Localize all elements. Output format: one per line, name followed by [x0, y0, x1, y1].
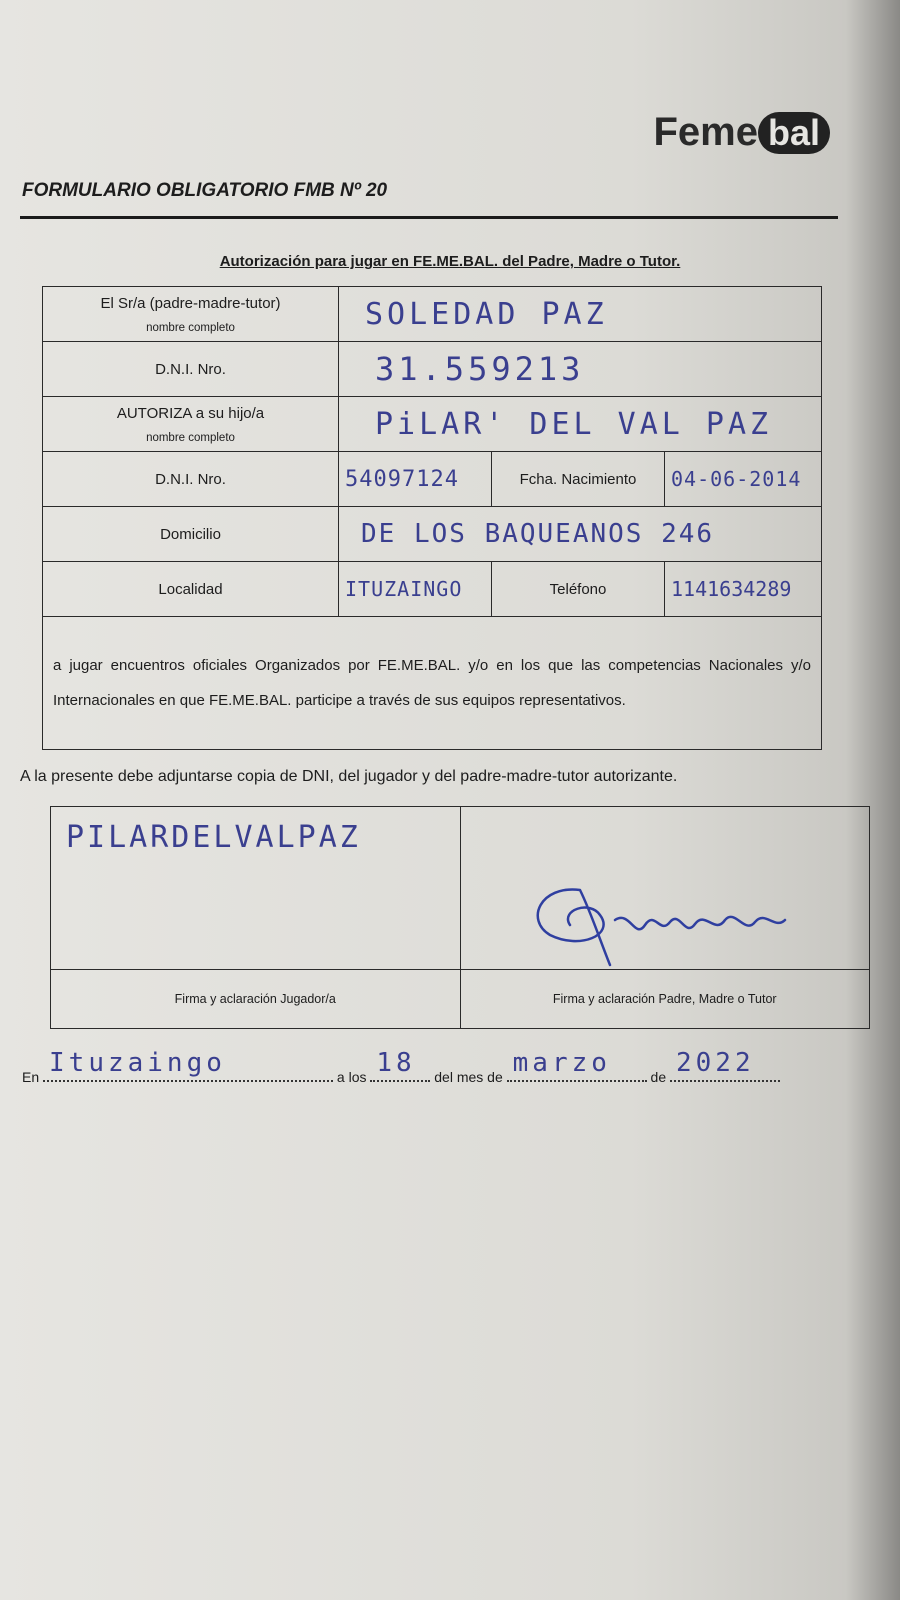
footer-a-los-label: a los	[336, 1069, 367, 1085]
child-dni-field[interactable]: 54097124	[339, 452, 492, 507]
place-field[interactable]: Ituzaingo	[43, 1066, 333, 1082]
authorization-text: a jugar encuentros oficiales Organizados por FE.ME.BAL. y/o en los que las competencias Nacionales y/o Internacionales en que FE.ME.BAL. participe a través de sus equipos representativos.	[43, 617, 822, 750]
player-signature-caption: Firma y aclaración Jugador/a	[51, 970, 461, 1029]
birth-date-field[interactable]: 04-06-2014	[665, 452, 822, 507]
parent-dni-label: D.N.I. Nro.	[43, 342, 339, 397]
footer-en-label: En	[22, 1069, 40, 1085]
form-subtitle: Autorización para jugar en FE.ME.BAL. del Padre, Madre o Tutor.	[219, 253, 681, 270]
footer-month-label: del mes de	[434, 1069, 503, 1085]
address-label: Domicilio	[43, 507, 339, 562]
parent-dni-field[interactable]: 31.559213	[339, 342, 822, 397]
year-field[interactable]: 2022	[670, 1066, 780, 1082]
day-field[interactable]: 18	[370, 1066, 430, 1082]
femebal-logo: Feme bal	[653, 110, 830, 155]
footer-de-label: de	[650, 1069, 667, 1085]
city-field[interactable]: ITUZAINGO	[339, 562, 492, 617]
parent-name-field[interactable]: SOLEDAD PAZ	[339, 287, 822, 342]
parent-signature-drawing	[520, 880, 820, 970]
title-divider	[20, 216, 838, 219]
authorization-table	[42, 286, 822, 750]
child-label-cell: AUTORIZA a su hijo/a nombre completo	[43, 397, 339, 452]
city-label: Localidad	[43, 562, 339, 617]
place-date-line	[22, 1048, 780, 1085]
attachment-note: A la presente debe adjuntarse copia de DNI, del jugador y del padre-madre-tutor autorizante.	[20, 768, 678, 785]
player-signature-box[interactable]: PILARDELVALPAZ	[51, 807, 461, 970]
form-title: FORMULARIO OBLIGATORIO FMB Nº 20	[22, 180, 388, 201]
birth-date-label: Fcha. Nacimiento	[492, 452, 665, 507]
child-name-field[interactable]: PiLAR' DEL VAL PAZ	[339, 397, 822, 452]
phone-label: Teléfono	[492, 562, 665, 617]
child-dni-label: D.N.I. Nro.	[43, 452, 339, 507]
parent-label-cell: El Sr/a (padre-madre-tutor) nombre completo	[43, 287, 339, 342]
parent-signature-caption: Firma y aclaración Padre, Madre o Tutor	[460, 970, 870, 1029]
month-field[interactable]: marzo	[507, 1066, 647, 1082]
phone-field[interactable]: 1141634289	[665, 562, 822, 617]
address-field[interactable]: DE LOS BAQUEANOS 246	[339, 507, 822, 562]
